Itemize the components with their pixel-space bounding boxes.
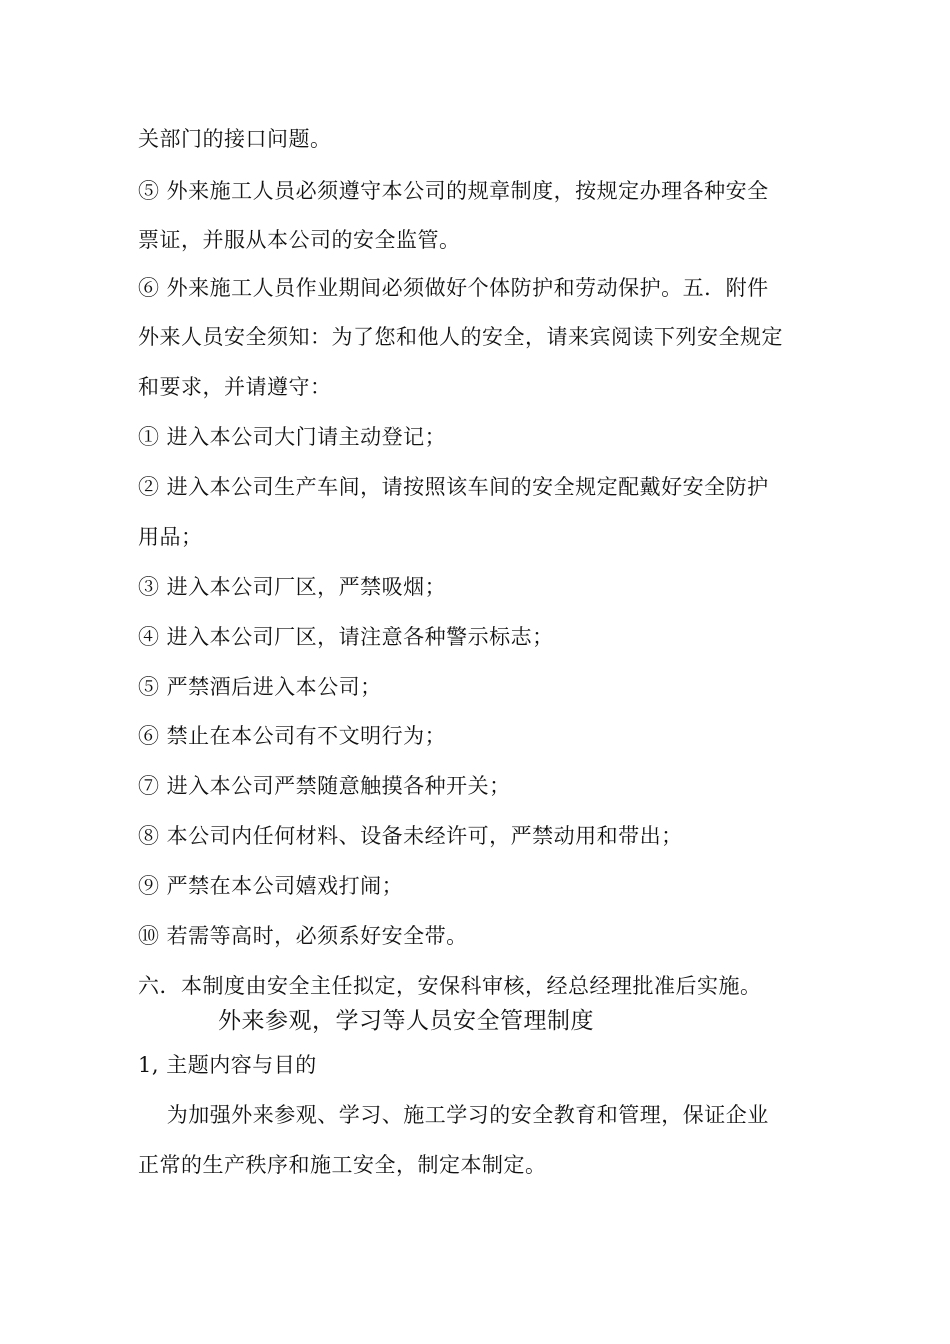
list-item: ⑨ 严禁在本公司嬉戏打闹； (138, 874, 404, 898)
list-item: ⑩ 若需等高时，必须系好安全带。 (138, 924, 468, 948)
text-line: 票证，并服从本公司的安全监管。 (138, 228, 461, 252)
text-line: 六．本制度由安全主任拟定，安保科审核，经总经理批准后实施。 (138, 974, 762, 998)
text-line: 用品； (138, 525, 203, 549)
text-line: 关部门的接口问题。 (138, 127, 332, 151)
list-item: ③ 进入本公司厂区，严禁吸烟； (138, 575, 447, 599)
list-item: ⑤ 严禁酒后进入本公司； (138, 675, 382, 699)
body-text-line: 为加强外来参观、学习、施工学习的安全教育和管理，保证企业 (138, 1103, 769, 1127)
list-item: ② 进入本公司生产车间，请按照该车间的安全规定配戴好安全防护 (138, 475, 769, 499)
list-item: ① 进入本公司大门请主动登记； (138, 425, 447, 449)
text-line: 外来人员安全须知：为了您和他人的安全，请来宾阅读下列安全规定 (138, 325, 783, 349)
text-line: ⑥ 外来施工人员作业期间必须做好个体防护和劳动保护。五．附件 (138, 276, 769, 300)
body-text-line: 正常的生产秩序和施工安全，制定本制定。 (138, 1153, 547, 1177)
subheading: 1, 主题内容与目的 (138, 1053, 317, 1077)
list-item: ⑧ 本公司内任何材料、设备未经许可，严禁动用和带出； (138, 824, 683, 848)
section-title: 外来参观，学习等人员安全管理制度 (218, 1008, 594, 1034)
list-item: ⑥ 禁止在本公司有不文明行为； (138, 724, 447, 748)
list-item: ④ 进入本公司厂区，请注意各种警示标志； (138, 625, 554, 649)
list-item: ⑦ 进入本公司严禁随意触摸各种开关； (138, 774, 511, 798)
text-line: ⑤ 外来施工人员必须遵守本公司的规章制度，按规定办理各种安全 (138, 179, 769, 203)
text-line: 和要求，并请遵守： (138, 375, 332, 399)
